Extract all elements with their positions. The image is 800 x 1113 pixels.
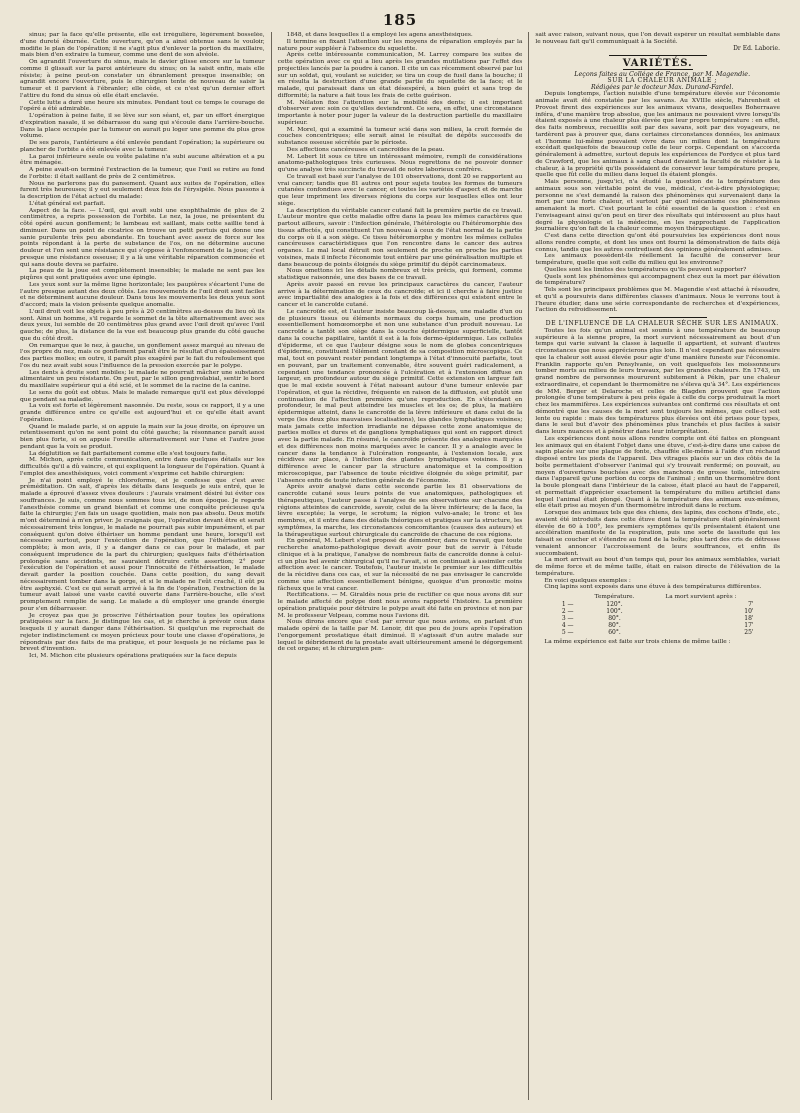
paragraph: Nous omettons ici les détails nombreux et très précis, qui forment, comme statistique raisonnée, une des bases de ce travail. xyxy=(277,268,523,281)
paragraph: Je croyez pas que je proscrive l'éthérisation pour toutes les opérations pratiquées sur la face. Je distingue les cas, et je cherche à prévoir ceux dans lesquels il y aurait danger dans l'éthérisation. Si quelqu'un me reprochait de rejeter indistinctement ce moyen précieux pour toute une classe d'opérations, je répondrais par des faits de ma pratique, et pour lesquels je ne réclame pas le brevet d'invention. xyxy=(20,612,265,653)
paragraph: Lorsque des animaux tels que des chiens, des lapins, des cochons d'Inde, etc., avaient été introduits dans cette étuve dont la température était généralement élevée de 60 à 100°, les premiers symptômes qu'ils présentaient étaient une accélération manifeste de la respiration, puis une sorte de lassitude qui les faisait se coucher et s'étendre au fond de la boîte; plus tard des cris de détresse venaient annoncer l'accroissement de leurs souffrances, et enfin ils succombaient. xyxy=(535,510,781,557)
paragraph: La voix est forte et légèrement nasonnée. Du reste, sous ce rapport, il y a une grande différence entre ce qu'elle est aujourd'hui et ce qu'elle était avant l'opération. xyxy=(20,403,265,423)
paragraph: sinus; par la face qu'elle présente, elle est irrégulière, légèrement bosselée, d'une dureté éburnée. Cette ouverture, qu'on a ainsi obtenue sans le vouloir, modifie le plan de l'opération; il ne s'agit plus d'enlever la portion du maxillaire, mais bien d'en extraire la tumeur, comme une dent de son alvéole. xyxy=(20,32,265,59)
paragraph: Toutes les fois qu'un animal est soumis à une température de beaucoup supérieure à la sienne propre, la mort survient nécessairement au bout d'un temps qui varie suivant la classe à laquelle il appartient, et suivant d'autres circonstances que nous apprécierons plus loin. Il n'est cependant pas nécessaire que la chaleur soit aussi élevée pour agir d'une manière funeste sur l'économie. Franklin rapporte qu'en Pensylvanie, on voit quelquefois les moissonneurs tomber morts au milieu de leurs travaux, par les grandes chaleurs. En 1743, un grand nombre de personnes moururent subitement à Pékin, par une chaleur extraordinaire, et cependant le thermomètre ne s'éleva qu'à 34°. Les expériences de MM. Berger et Delaroche et celles de Blagden prouvent que l'action prolongée d'une température à peu près égale à celle du corps produirait la mort chez les mammifères. Les expériences suivantes ont confirmé ces résultats et ont démontré que les causes de la mort sont toujours les mêmes, que celle-ci soit lente ou rapide : mais des températures plus élevées ont été prises pour types, dans le seul but d'avoir des phénomènes plus tranchés et plus faciles à saisir dans leurs nuances et à pénétrer dans leur interprétation. xyxy=(535,327,781,435)
row-death-time: 25' xyxy=(744,628,754,636)
paragraph: On remarque que le nez, à gauche, un gonflement assez marqué au niveau de l'os propre du nez, mais ce gonflement paraît être le résultat d'un épaississement des parties molles; en outre, il paraît plus exagéré par le fait du refoulement que l'os du nez avait subi sous l'influence de la pression exercée par le polype. xyxy=(20,342,265,369)
paragraph: La peau de la joue est complètement insensible; le malade ne sent pas les piqûres qui sont pratiquées avec une épingle. xyxy=(20,268,265,281)
paragraph: Je n'ai point employé le chloroforme, et je confesse que c'est avec préméditation. On sait, d'après les détails dans lesquels je suis entré, que le malade a éprouvé d'assez vives douleurs : j'aurais vraiment désiré lui éviter ces souffrances. Je suis, comme nous sommes tous ici, de mon époque. Je regarde l'anesthésie comme un grand bienfait et comme une conquête précieuse qu'a faite la chirurgie; j'en fais un usage quotidien, mais non pas absolu. Deux motifs m'ont déterminé à m'en priver. Je craignais que, l'opération devant être et serait nécessairement très longue, le malade ne pourrait pas subir impunément, et par conséquent qu'on doive éthériser un homme pendant une heure, lorsqu'il est nécessaire surtout, pour l'exécution de l'opération, que l'éthérisation soit complète; à mon avis, il y a danger dans ce cas pour le malade, et par conséquent imprudence de la part du chirurgien; quelques faits d'éthérisation prolongée sans accidents, ne sauraient détruire cette assertion; 2° pour l'exécution de l'opération et aussi pour l'innocuité de l'éthérisation, le malade devait garder la position couchée. Dans cette position, du sang devait nécessairement tomber dans la gorge, et si le malade ne l'eût craché, il eût pu être asphyxié. C'est ce qui serait arrivé à la fin de l'opération, l'extraction de la tumeur avait laissé une vaste cavité ouverte dans l'arrière-bouche, elle s'est promptement remplie de sang. Le malade a dû employer une grande énergie pour s'en débarrasser. xyxy=(20,477,265,612)
paragraph: M. Lebert lit sous ce titre un intéressant mémoire, rempli de considérations anatomo-pathologiques très curieuses. Nous regrettons de ne pouvoir donner qu'une analyse très succincte du travail de notre laborieux confrère. xyxy=(277,153,523,173)
paragraph: Les animaux possèdent-ils réellement la faculté de conserver leur température, quelle que soit celle du milieu qui les environne? xyxy=(535,253,781,266)
row-number: 1 — xyxy=(561,600,574,608)
row-number: 5 — xyxy=(561,628,574,636)
table-header-temperature: Température. xyxy=(594,594,635,600)
section-title-text: VARIÉTÉS. xyxy=(622,58,693,70)
paragraph: 1848, et dans lesquelles il a employé les agens anesthésiques. xyxy=(286,32,473,38)
paragraph: Cette lutte a duré une heure six minutes. Pendant tout ce temps le courage de l'opéré a été admirable. xyxy=(20,99,265,113)
paragraph: La mort arrivait au bout d'un temps qui, pour les animaux semblables, variait de même force et de même taille, était en raison directe de l'élévation de la température. xyxy=(535,557,781,577)
row-death-time: 17' xyxy=(744,621,754,629)
paragraph: Les dents à droite sont mobiles; le malade ne pourrait mâcher une substance alimentaire un peu résistante. On peut, par le sillon gengivolabial, sentir le bord du maxillaire supérieur qui a été scié, et le sommet de la racine de la canine. xyxy=(20,369,265,389)
paragraph: A peine avait-on terminé l'extraction de la tumeur, que l'œil se retire au fond de l'orbite: il était saillant de près de 2 centimètres. xyxy=(20,167,265,180)
row-number: 3 — xyxy=(561,614,574,622)
row-death-time: 18' xyxy=(744,614,754,622)
paragraph: Cinq lapins sont exposés dans une étuve à des températures différentes. xyxy=(544,584,762,591)
article-heading: DE L'INFLUENCE DE LA CHALEUR SÈCHE SUR LES ANIMAUX. xyxy=(545,320,779,327)
row-number: 4 — xyxy=(561,621,574,629)
paragraph: La déglutition se fait parfaitement comme elle s'est toujours faite. xyxy=(29,450,227,457)
row-temperature: 80°. xyxy=(608,614,621,622)
row-death-time: 10' xyxy=(744,607,754,615)
paragraph: Il termine en fixant l'attention sur les moyens de réparation employés par la nature pour suppléer à l'absence du squelette. xyxy=(277,38,523,52)
column-1 xyxy=(14,32,271,1100)
paragraph: Aspect de la face. — L'œil, qui avait subi une exophthalmie de plus de 2 centimètres, a repris possession de l'orbite. Le nez, la joue, ne présentent du côté opéré aucun gonflement; le lambeau est saillant, mais cette saillie tend à diminuer. Dans un point de cicatrice on trouve un petit pertuis qui donne une sanie purulente très peu abondante. En touchant avec assez de force sur les points répondant à la perte de substance de l'os, on ne détermine aucune douleur et l'on sent une résistance qui s'oppose à l'enfoncement de la joue; c'est presque une résistance osseuse; il y a là une véritable réparation commencée et qui sans doute devra se parfaire. xyxy=(20,207,265,268)
divider xyxy=(609,317,707,318)
paragraph: Les expériences dont nous allons rendre compte ont été faites en plongeant les animaux qui en étaient l'objet dans une étuve, c'est-à-dire dans une caisse de sapin placée sur une plaque de fonte, chauffée elle-même à l'aide d'un réchaud disposé entre les pieds de l'appareil. Des vitrages placés sur un des côtés de la boîte permettaient d'observer l'animal qui s'y trouvait renfermé; on pouvait, au moyen d'ouvertures bouchées avec des manchons de grosse toile, introduire dans l'appareil qu'une portion du corps de l'animal ; enfin un thermomètre dont la boule plongeait dans l'intérieur de la caisse, était placé au haut de l'appareil, et permettait d'apprécier exactement la température du milieu artificiel dans lequel l'animal était plongé. Quant à la température des animaux eux-mêmes, elle était prise au moyen d'un thermomètre introduit dans le rectum. xyxy=(535,435,781,510)
table-header-blank xyxy=(560,594,583,601)
editor-line: Rédigées par le docteur Max. Durand-Fardel. xyxy=(591,83,734,91)
paragraph: Le sens du goût est obtus. Mais le malade remarque qu'il est plus développé que pendant sa maladie. xyxy=(20,389,265,403)
paragraph: En voici quelques exemples : xyxy=(544,577,631,584)
paragraph: Après avoir analysé dans cette seconde partie les 81 observations de cancroïde cutané sous leurs points de vue anatomiques, pathologiques et thérapeutiques, l'auteur passe à l'analyse de ses observations sur chacune des régions atteintes de cancroïde, savoir, celui de la lèvre inférieure; de la face, la lèvre exceptée; la verge, le scrotum; la région vulvo-anale; le tronc et les membres, et il entre dans des détails théoriques et pratiques sur la structure, les symptômes, la marche, les circonstances concomitantes (causes des auteurs) et la thérapeutique surtout chirurgicale du cancroïde de chacune de ces régions. xyxy=(277,484,523,538)
paragraph: On agrandit l'ouverture du sinus, mais le davier glisse encore sur la tumeur comme il glissait sur la paroi antérieure du sinus; on la saisit enfin, mais elle résiste; à peine peut-on constater un ébranlement presque insensible; on agrandit encore l'ouverture, puis le chirurgien tente de nouveau de saisir la tumeur et il parvient à l'ébranler; elle cède, et ce n'est qu'un dernier effort l'attire du fond du sinus où elle était enclavée. xyxy=(20,59,265,99)
paragraph: M. Morel, qui a examiné la tumeur scié dans son milieu, la croit formée de couches concentriques; elle serait ainsi le résultat de dépôts successifs de substance osseuse sécrétée par le périoste. xyxy=(277,126,523,146)
paragraph: M. Nélaton fixe l'attention sur la mobilité des dents; il est important d'observer avec soin ce qu'elles deviendront. Ce sera, en effet, une circonstance importante à noter pour juger la valeur de la destruction partielle du maxillaire supérieur. xyxy=(277,99,523,126)
paragraph: La description du véritable cancer cutané fait la première partie de ce travail. L'auteur montre que cette maladie offre dans la peau les mêmes caractères que partout ailleurs, savoir : l'infection générale, l'hétérologie ou l'hétéromorphie des tissus affectés, qui constituent l'un nouveau à ceux de l'état normal de la partie du corps où il a son siège. Ce tissu hétéromorphe y montre les mêmes cellules cancéreuses caractéristiques que l'on rencontre dans le cancer des autres organes. Le mal local détruit non seulement de proche en proche les parties voisines, mais il infecte l'économie tout entière par une généralisation multiple et dans beaucoup de points éloignés du siège primitif du dépôt carcinomateux. xyxy=(277,207,523,268)
row-death-time: 7' xyxy=(748,600,754,608)
paragraph: L'état général est parfait. xyxy=(29,200,106,207)
temperature-table xyxy=(560,594,756,636)
table-row xyxy=(560,615,756,622)
paragraph: La paroi inférieure seule ou voûte palatine n'a subi aucune altération et a pu être ménagée. xyxy=(20,153,265,167)
row-temperature: 100°. xyxy=(606,607,623,615)
paragraph: Rectifications. — M. Giraldès nous prie de rectifier ce que nous avons dit sur le malade affecté de polype dont nous avons rapporté l'histoire. La première opération pratiquée pour détruire le polype avait été faite en province et non par M. le professeur Velpeau, comme nous l'avions dit. xyxy=(277,592,523,619)
paragraph: Ce travail est basé sur l'analyse de 101 observations, dont 20 se rapportent au vrai cancer; tandis que 81 autres ont pour sujets toutes les formes de tumeurs cutanées confondues avec le cancer, et toutes les variétés d'aspect et de marche que leur impriment les diverses régions du corps sur lesquelles elles ont leur siège. xyxy=(277,173,523,207)
column-3 xyxy=(528,32,786,1100)
paragraph: Depuis longtemps, l'action nuisible d'une température élevée sur l'économie animale avait été constatée par les savans. Au XVIIIe siècle, Fahrenheit et Provost firent des expériences sur les animaux vivans, desquelles Boherraave inféra, d'une manière trop absolue, que les animaux ne pouvaient vivre lorsqu'ils étaient exposés à une chaleur plus élevée que leur propre température : en effet, des faits nombreux, recueillis soit par des savans, soit par des voyageurs, ne tardèrent pas à prouver que, dans certaines circonstances données, les animaux et l'homme lui-même pouvaient vivre dans un milieu dont la température excédait quelquefois de beaucoup celle de leur corps. Cependant on s'accorda généralement à admettre, surtout depuis les expériences de Fordyce et plus tard de Crawford, que les animaux à sang chaud devaient la faculté de résister à la chaleur, à la propriété qu'ils possédaient de conserver leur température propre, quelle que fût celle du milieu dans lequel ils étaient plongés. xyxy=(535,91,781,179)
author-signature: Dr Ed. Laborie. xyxy=(733,44,781,52)
table-body xyxy=(560,601,756,636)
article-body xyxy=(535,328,780,591)
columns xyxy=(14,32,786,1100)
table-header-death: La mort survient après : xyxy=(665,594,737,600)
paragraph: Tels sont les principaux problèmes que M. Magendie s'est attaché à résoudre, et qu'il a poursuivis dans différentes classes d'animaux. Nous le verrons tout à l'heure étudier, dans une série correspondante de recherches et d'expériences, l'action du refroidissement. xyxy=(535,287,781,314)
lecture-heading: Leçons faites au Collége de France, par M. Magendie. xyxy=(574,70,751,78)
table-row xyxy=(560,622,756,629)
table-row xyxy=(560,629,756,636)
paragraph: C'est dans cette direction qu'ont été poursuivies les expériences dont nous allons rendre compte, et dont les unes ont fourni la démonstration de faits déjà connus, tandis que les autres contredisent des opinions généralement admises. xyxy=(535,233,781,253)
table-row xyxy=(560,608,756,615)
table-header-row xyxy=(560,594,756,601)
paragraph: sait avec raison, suivant nous, que l'on devait espérer un résultat semblable dans le nouveau fait qu'il communiquait à la Société. xyxy=(535,32,781,45)
paragraph: Après cette intéressante communication, M. Larrey compare les suites de cette opération avec ce qui a lieu après les grandes mutilations par l'effet des projectiles lancés par la poudre à canon. Il cite un cas récemment observé par lui sur un soldat, qui, voulant se suicider, se tira un coup de fusil dans la bouche; il en résulta la destruction d'une grande partie du squelette de la face; et le malade, qui paraissait dans un état désespéré, a bien guéri et sans trop de difformité; la nature a fait tous les frais de cette guérison. xyxy=(277,52,523,99)
paragraph: Ici, M. Michon cite plusieurs opérations pratiquées sur la face depuis xyxy=(29,653,237,659)
divider xyxy=(609,55,707,56)
paragraph: De ses parois, l'antérieure a été enlevée pendant l'opération; la supérieure ou plancher de l'orbite a été enlevée avec la tumeur. xyxy=(20,140,265,153)
row-temperature: 80°. xyxy=(608,621,621,629)
paragraph: Nous ne parlerons pas du pansement. Quant aux suites de l'opération, elles furent très heureuses; il y eut seulement deux fois de l'érysipèle. Nous passons à la description de l'état actuel du malade: xyxy=(20,180,265,200)
paragraph: Quelles sont les limites des températures qu'ils peuvent supporter? xyxy=(544,266,747,273)
row-temperature: 60°. xyxy=(608,628,621,636)
paragraph: Des affections cancéreuses et cancroïdes de la peau. xyxy=(286,146,445,153)
paragraph: L'œil droit voit les objets à peu près à 20 centimètres au-dessus du lieu où ils sont. Ainsi un homme, s'il regarde le sommet de la tête alternativement avec ses deux yeux, lui semble de 20 centimètres plus grand avec l'œil droit qu'avec l'œil gauche; de plus, la distance de la vue est beaucoup plus grande du côté gauche que du côté droit. xyxy=(20,308,265,342)
paragraph: Quand le malade parle, si on appuie la main sur la joue droite, on éprouve un retentissement qu'on ne sent point du côté gauche; la résonnance paraît aussi bien plus forte, si on appuie l'oreille alternativement sur l'une et l'autre joue pendant que la voix se produit. xyxy=(20,423,265,450)
column-2 xyxy=(271,32,529,1100)
table-row xyxy=(560,601,756,608)
paragraph: Les yeux sont sur la même ligne horizontale; les paupières s'écartent l'une de l'autre presque autant des deux côtés. Les mouvements de l'œil droit sont faciles et ne déterminent aucune douleur. Dans tous les mouvements les deux yeux sont d'accord; mais la vision présente quelque anomalie. xyxy=(20,281,265,308)
lecture-subheading: SUR LA CHALEUR ANIMALE ; xyxy=(607,76,717,84)
lecture-body xyxy=(535,91,780,314)
paragraph: Mais personne, jusqu'ici, n'a étudié la question de la température des animaux sous son véritable point de vue, médical, c'est-à-dire physiologique; personne ne s'est demandé la raison des phénomènes qui survenaient dans la mort par une forte chaleur, et surtout par quel mécanisme ces phénomènes amenaient la mort. C'est pourtant le côté essentiel de la question : c'est en l'envisageant ainsi qu'on peut en tirer des résultats qui intéressent au plus haut degré la physiologie et la médecine, en les rapprochant de l'application journalière qu'on fait de la chaleur comme moyen thérapeutique. xyxy=(535,179,781,233)
paragraph: L'opération à peine faite, il se lève sur son séant, et, par un effort énergique d'expiration nasale, il se débarrasse du sang qui s'écoule dans l'arrière-bouche. Dans la place occupée par la tumeur on aurait pu loger une pomme du plus gros volume. xyxy=(20,113,265,140)
paragraph: Après avoir passé en revue les principaux caractères du cancer, l'auteur arrive à la détermination de ceux du cancroïde; et ici il cherche à faire justice avec impartialité des analogies à la fois et des différences qui existent entre le cancer et le cancroïde cutané. xyxy=(277,281,523,308)
paragraph: En général, M. Lebert s'est proposé de démontrer, dans ce travail, que toute recherche anatomo-pathologique devait avoir pour but de servir à l'étude clinique et à la pratique, l'analyse de nombreux faits de cancroïde donne à celui-ci un plus bel avenir chirurgical qu'il ne l'avait, si on continuait à assimiler cette affection avec le cancer. Toutefois, l'auteur insiste le premier sur les difficultés de la récidive dans ces cas, et sur la nécessité de ne pas envisager le cancroïde comme une affection essentiellement bénigne, quoique d'un pronostic moins fâcheux que le vrai cancer. xyxy=(277,538,523,592)
paragraph: Nous dirons encore que c'est par erreur que nous avions, en parlant d'un malade opéré de la taille par M. Lenoir, dit que peu de jours après l'opération l'engorgement prostatique était diminué. Il s'agissait d'un autre malade sur lequel le débridement de la prostate avait ultérieurement amené le dégorgement de cet organe; et le chirurgien pen- xyxy=(277,619,523,653)
page-number: 185 xyxy=(382,11,418,29)
paragraph: Quels sont les phénomènes qui accompagnent chez eux la mort par élévation de température? xyxy=(535,273,781,287)
paragraph: La même expérience est faite sur trois chiens de même taille : xyxy=(544,638,731,645)
row-temperature: 120°. xyxy=(606,600,623,608)
row-number: 2 — xyxy=(561,607,574,615)
paragraph: M. Michon, après cette communication, entre dans quelques détails sur les difficultés qu'il a dû vaincre, et qui expliquent la longueur de l'opération. Quant à l'emploi des anesthésiques, voici comment s'exprime cet habile chirurgien: xyxy=(20,457,265,477)
paragraph: Le cancroïde est, et l'auteur insiste beaucoup là-dessus, une maladie d'un ou de plusieurs tissus ou éléments normaux du corps humain, une production essentiellement homœomorphe et non une substance d'un produit nouveau. Le cancroïde a tantôt son siège dans la couche épidermique superficielle, tantôt dans la couche papillaire, tantôt il est à la fois dermo-épidermique. Les cellules d'épiderme, et ce que l'auteur désigne sous le nom de globes concentriques d'épiderme, constituent l'élément constant de sa composition microscopique. Ce mal, tout en pouvant rester pendant longtemps à l'état d'innocuité parfaite, tout en pouvant, par un traitement convenable, être souvent guéri radicalement, a cependant une tendance prononcée à l'ulcération et à l'extension diffuse en largeur, en profondeur autour du siège primitif. Cette extension en largeur fait que le mal existe souvent à l'état naissant autour d'une tumeur enlevée par l'opération, et que la récidive, fréquente en raison de la diffusion, est plutôt une continuation de l'affection première qu'une reproduction. En s'étendant en profondeur, le mal peut atteindre les muscles et les os; de plus, la matière épidermique atteint, dans le cancroïde de la lèvre inférieure et dans celui de la verge (les deux plus mauvaises localisations), les glandes lymphatiques voisines; mais jamais cette infection irradiante ne dépasse cette zone anatomique de parties molles et dures et de ganglions lymphatiques qui sont en rapport direct avec la partie malade. En résumé, le cancroïde présente des analogies marquées et des différences non moins marquées avec le cancer. Il y a analogie avec le cancer dans la tendance à l'ulcération rongeante, à l'extension locale, aux récidives sur place, à l'infection des glandes lymphatiques voisines. Il y a différence avec le cancer par la structure anatomique et la composition microscopique, par l'absence de toute récidive éloignée du siège primitif, par l'absence enfin de toute infection générale de l'économie. xyxy=(277,308,523,484)
section-title xyxy=(535,58,780,70)
